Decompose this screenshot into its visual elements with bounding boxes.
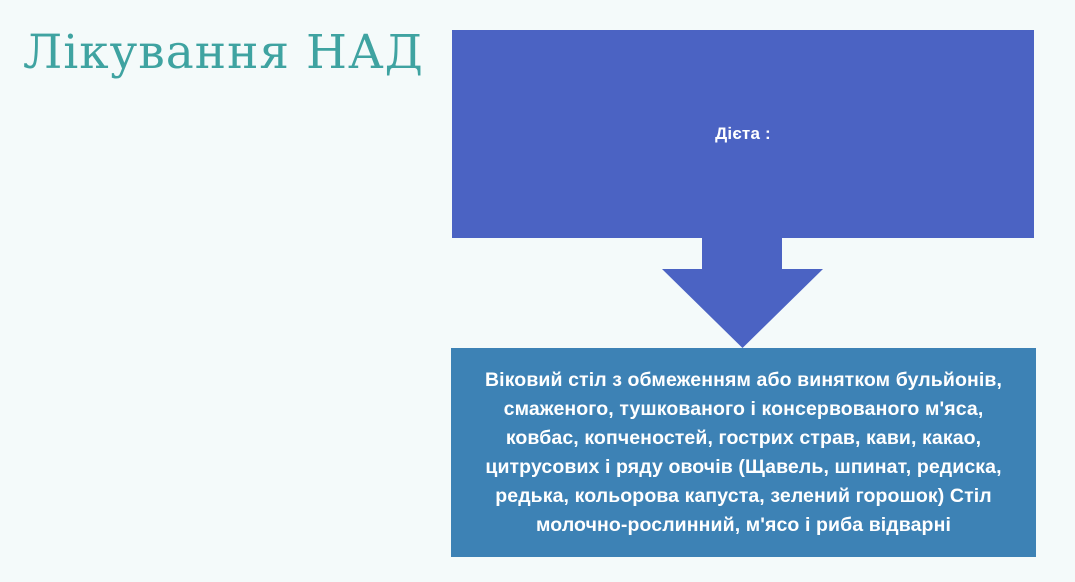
slide-title: Лікування НАД [23,25,424,80]
top-box-text: Дієта : [715,124,771,143]
diagram-bottom-box [451,348,1036,557]
down-arrow-icon [658,238,828,349]
bottom-box-text: Віковий стіл з обмеженням або винятком бульйонів, смаженого, тушкованого і консервованого м'яса, ковбас, копченостей, гострих страв, кави, какао, цитрусових і ряду овочів (Щавель, шпинат, редиска, редька, кольорова капуста, зелений горошок) Стіл молочно-рослинний, м'ясо і риба відварні [485,368,1002,536]
diagram-top-box [452,30,1034,238]
down-arrow-polygon [662,238,823,348]
